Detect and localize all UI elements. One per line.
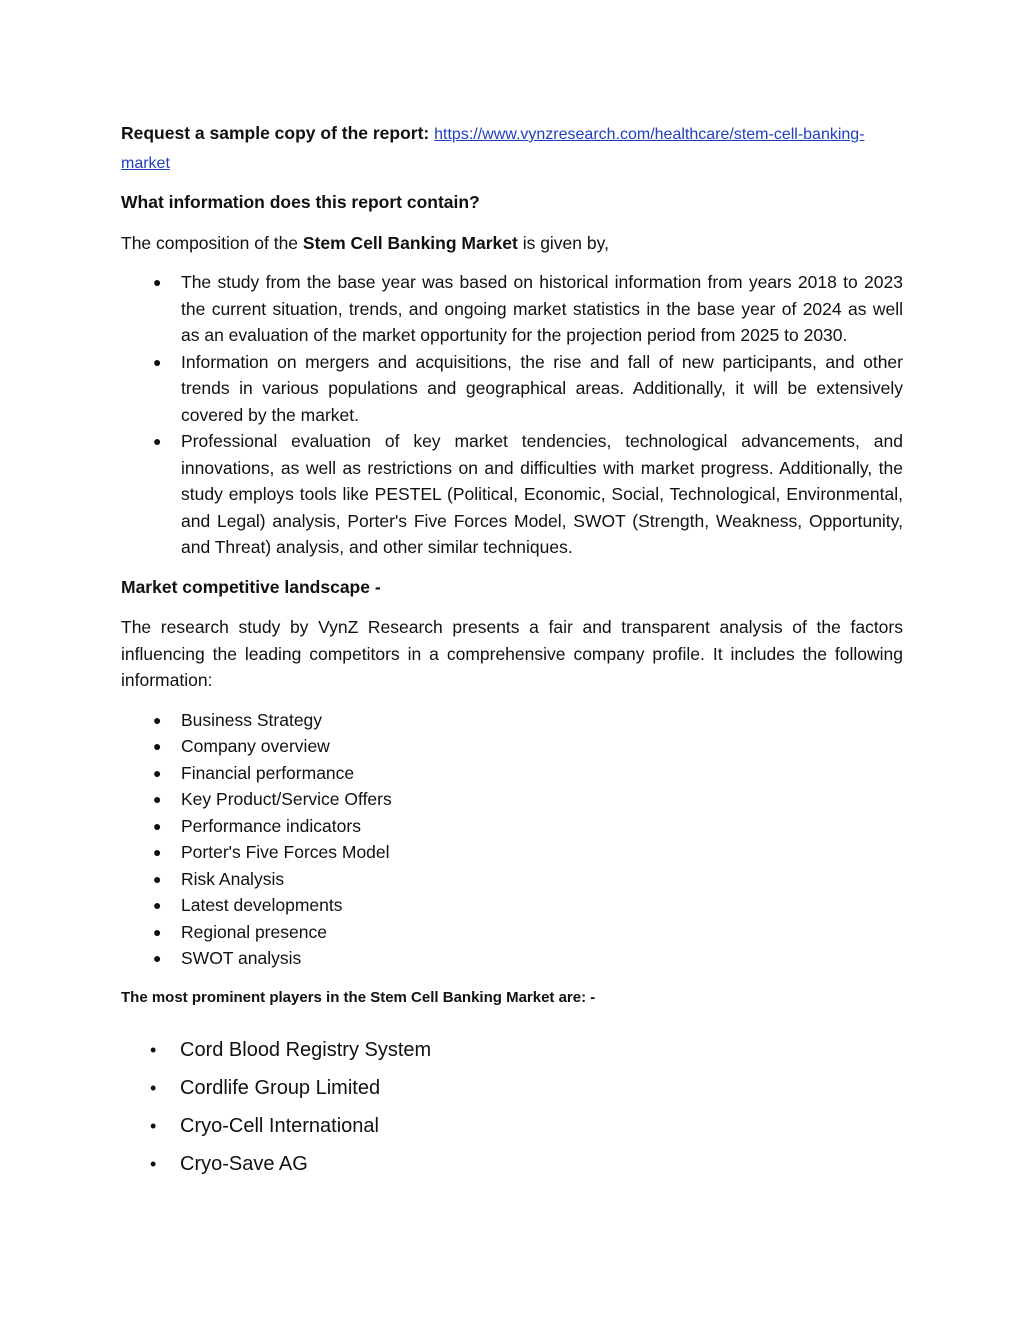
composition-line (121, 230, 903, 257)
document-content (121, 120, 903, 1183)
list-item: ● Key Product/Service Offers (121, 786, 903, 813)
report-contents-list (121, 269, 903, 561)
list-item: ● Porter's Five Forces Model (121, 839, 903, 866)
market-name: Stem Cell Banking Market (302, 232, 518, 253)
list-item: ● Regional presence (121, 919, 903, 946)
composition-prefix: The composition of the (121, 232, 303, 253)
list-item: ● The study from the base year was based on historical information from years 2018 to 2023 the current situation, trends, and ongoing market statistics in the base year of 2024 as well as an evaluation of the market opportunity for the projection period from 2025 to 2030. (121, 269, 903, 349)
list-item: ● Latest developments (121, 892, 903, 919)
list-item: ● SWOT analysis (121, 945, 903, 972)
landscape-heading: Market competitive landscape - (121, 576, 381, 597)
list-item: • Cord Blood Registry System (121, 1031, 903, 1069)
list-item: ● Risk Analysis (121, 866, 903, 893)
company-profile-list (121, 707, 903, 972)
list-item: ● Information on mergers and acquisitions, the rise and fall of new participants, and other trends in various populations and geographical areas. Additionally, it will be extensively covered by the market. (121, 349, 903, 429)
sample-request-label: Request a sample copy of the report: (121, 123, 430, 143)
list-item: • Cordlife Group Limited (121, 1069, 903, 1107)
list-item: ● Performance indicators (121, 813, 903, 840)
players-heading: The most prominent players in the Stem Cell Banking Market are: - (121, 988, 596, 1006)
list-item: • Cryo-Save AG (121, 1145, 903, 1183)
list-item: ● Financial performance (121, 760, 903, 787)
list-item: • Cryo-Cell International (121, 1107, 903, 1145)
players-list (121, 1031, 903, 1183)
sample-request (121, 120, 903, 177)
landscape-paragraph: The research study by VynZ Research presents a fair and transparent analysis of the factors influencing the leading competitors in a comprehensive company profile. It includes the following information: (121, 617, 903, 690)
list-item: ● Professional evaluation of key market tendencies, technological advancements, and innovations, as well as restrictions on and difficulties with market progress. Additionally, the study employs tools like PESTEL (Political, Economic, Social, Technological, Environmental, and Legal) analysis, Porter's Five Forces Model, SWOT (Strength, Weakness, Opportunity, and Threat) analysis, and other similar techniques. (121, 428, 903, 561)
composition-suffix: is given by, (517, 232, 609, 253)
list-item: ● Business Strategy (121, 707, 903, 734)
list-item: ● Company overview (121, 733, 903, 760)
report-question-heading: What information does this report contain? (121, 192, 480, 212)
report-link[interactable]: https://www.vynzresearch.com/healthcare/stem-cell-banking-market (121, 126, 865, 172)
